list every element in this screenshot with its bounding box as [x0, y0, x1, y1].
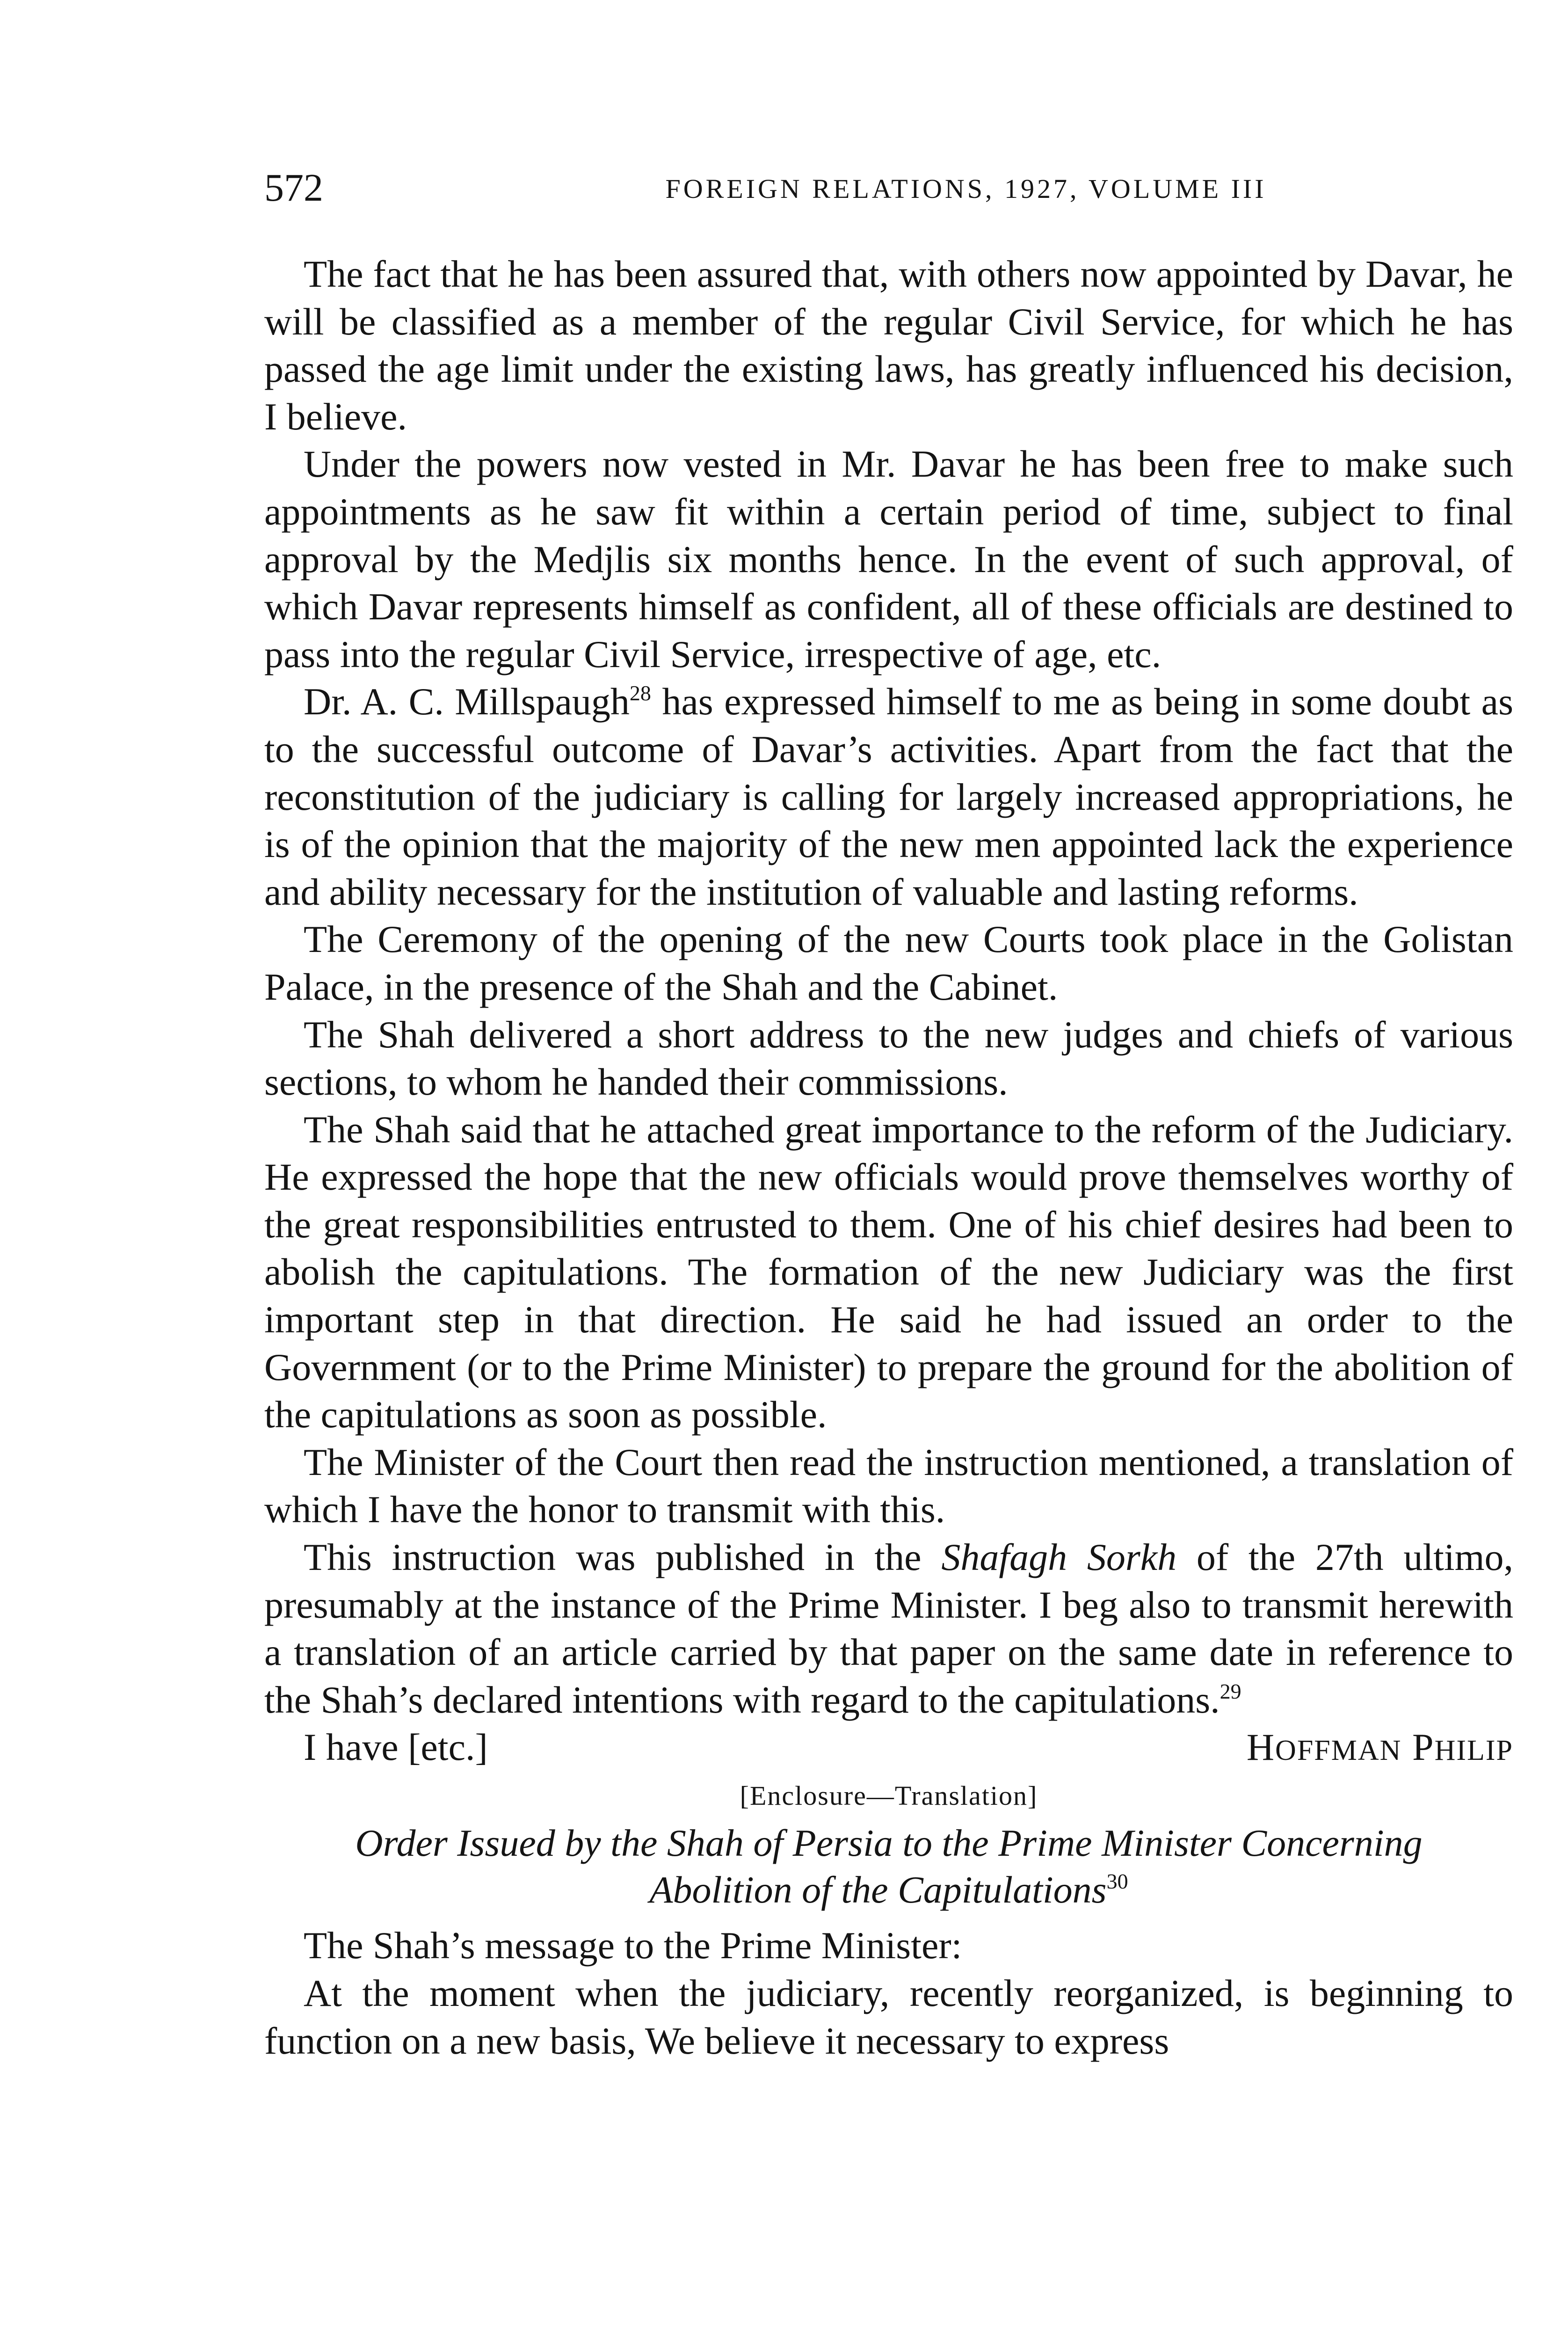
paragraph: The Ceremony of the opening of the new Courts took place in the Golistan Palace, in the presence of the Shah and the Cabinet. [264, 918, 1513, 1008]
paragraph [264, 678, 1513, 915]
enclosure-title-line: Order Issued by the Shah of Persia to the Prime Minister Concerning [355, 1822, 1423, 1865]
enclosure-title [264, 1820, 1513, 1913]
paragraph-text: of the 27th ultimo, presumably at the instance of the Prime Minister. I beg also to transmit herewith a translation of an article carried by that paper on the same date in reference to the Shah’s declared intentions with regard to the capitulations. [264, 1536, 1513, 1721]
footnote-ref-30: 30 [1106, 1869, 1128, 1894]
paragraph: The Shah said that he attached great importance to the reform of the Judiciary. He expressed the hope that the new officials would prove themselves worthy of the great responsibilities entrusted to them. One of his chief desires had been to abolish the capitulations. The formation of the new Judiciary was the first important step in that direction. He said he had issued an order to the Government (or to the Prime Minister) to prepare the ground for the abolition of the capitulations as soon as possible. [264, 1108, 1513, 1436]
closing-text: I have [etc.] [304, 1726, 488, 1769]
footnote-ref-29: 29 [1220, 1679, 1241, 1703]
signature-last-name: PHILIP [1412, 1726, 1513, 1769]
page-number: 572 [264, 166, 323, 210]
paragraph: The Minister of the Court then read the instruction mentioned, a translation of which I have the honor to transmit with this. [264, 1440, 1513, 1531]
signature-first-name: HOFFMAN [1246, 1726, 1402, 1769]
running-head: FOREIGN RELATIONS, 1927, VOLUME III [665, 174, 1267, 204]
newspaper-title: Shafagh Sorkh [941, 1536, 1177, 1579]
paragraph-text: has expressed himself to me as being in some doubt as to the successful outcome of Davar’s activities. Apart from the fact that the reconstitution of the judiciary is calling for largely increased appropriations, he is of the opinion that the majority of the new men appointed lack the experience and ability necessary for the institution of valuable and lasting reforms. [264, 680, 1513, 913]
paragraph: The Shah’s message to the Prime Minister: [304, 1924, 962, 1967]
closing-line [264, 1723, 1513, 1771]
paragraph: The Shah delivered a short address to the new judges and chiefs of various sections, to whom he handed their commissions. [264, 1013, 1513, 1104]
signature [1247, 1723, 1513, 1774]
paragraph: Under the powers now vested in Mr. Davar he has been free to make such appointments as he saw fit within a certain period of time, subject to final approval by the Medjlis six months hence. In the event of such approval, of which Davar represents himself as confident, all of these officials are destined to pass into the regular Civil Service, irrespective of age, etc. [264, 443, 1513, 676]
footnote-ref-28: 28 [629, 681, 651, 705]
enclosure-title-line [264, 1867, 1513, 1913]
paragraph: At the moment when the judiciary, recently reorganized, is beginning to function on a new basis, We believe it necessary to express [264, 1972, 1513, 2062]
paragraph-text: Dr. A. C. Millspaugh [304, 680, 630, 723]
body-text [264, 250, 1513, 2064]
page-header [264, 165, 1518, 211]
paragraph [264, 1533, 1513, 1723]
paragraph: The fact that he has been assured that, with others now appointed by Davar, he will be classified as a member of the regular Civil Service, for which he has passed the age limit under the existing laws, has greatly influenced his decision, I believe. [264, 253, 1513, 438]
enclosure-title-text: Abolition of the Capitulations [649, 1868, 1107, 1911]
paragraph-text: This instruction was published in the [304, 1536, 942, 1579]
enclosure-label: [Enclosure—Translation] [740, 1780, 1038, 1811]
